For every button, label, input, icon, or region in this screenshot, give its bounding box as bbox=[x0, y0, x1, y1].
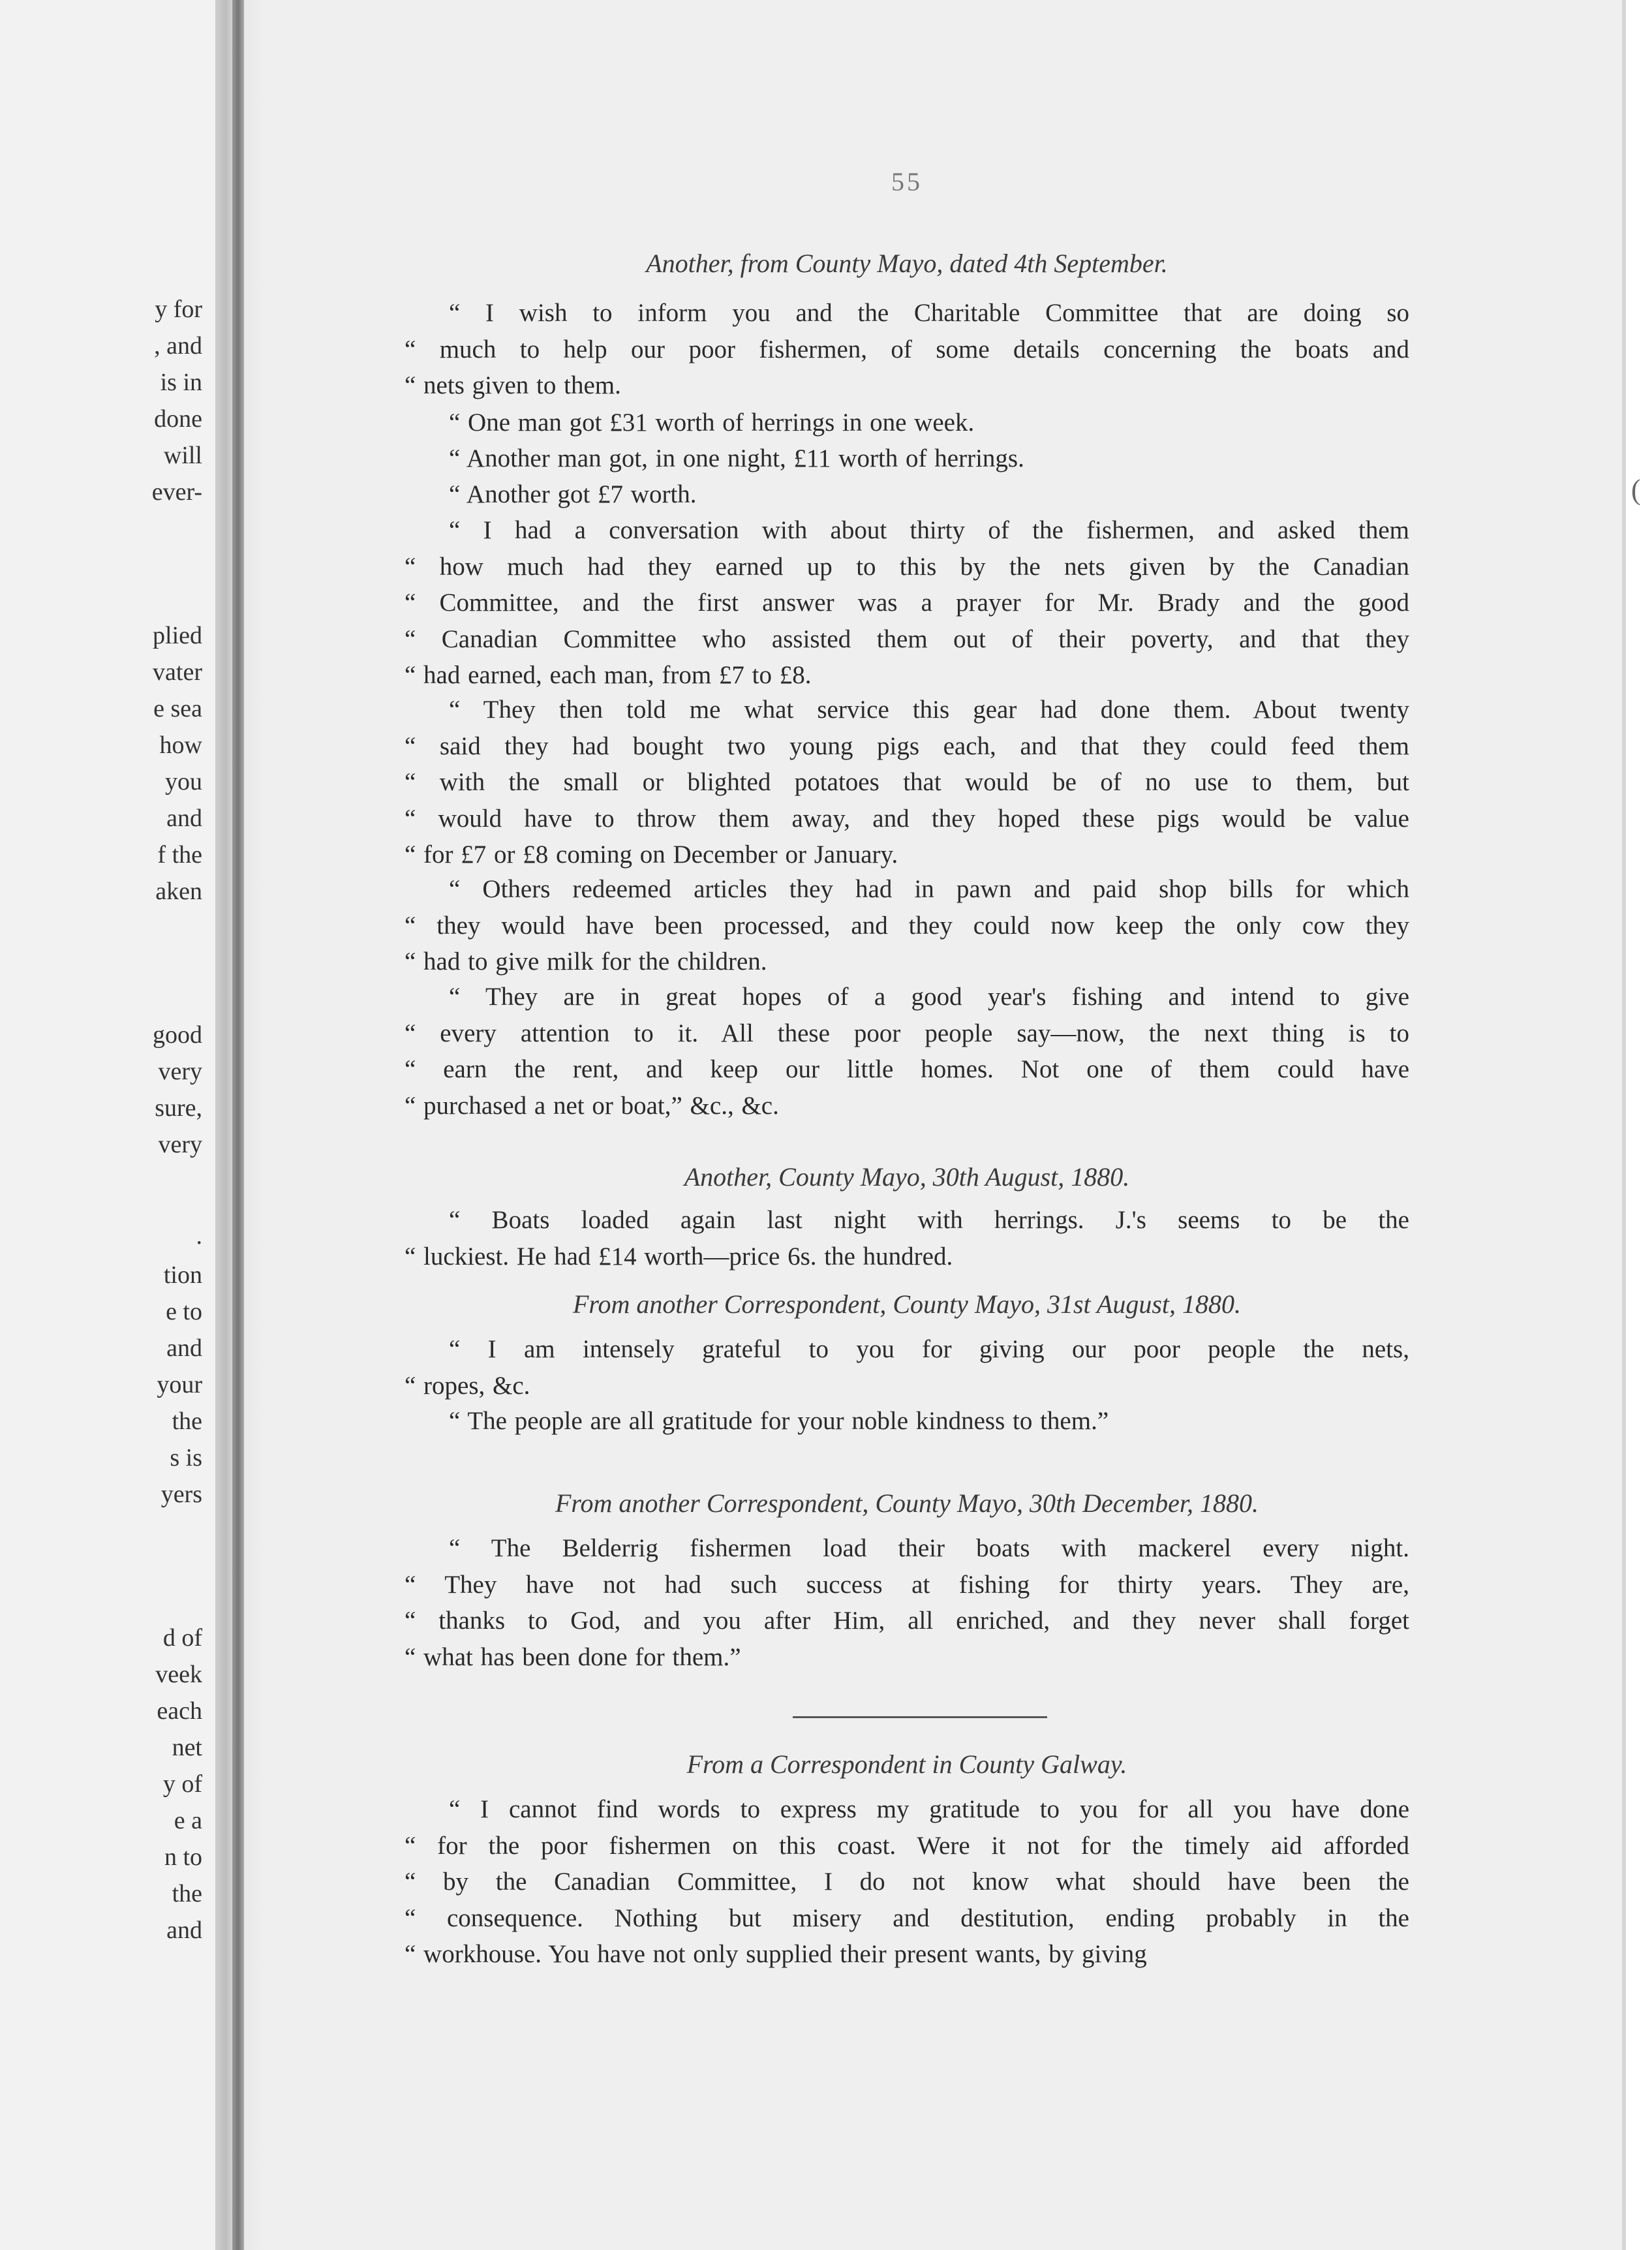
text-line: “ every attention to it. All these poor people say—now, the next thing is to bbox=[405, 1019, 1409, 1047]
quote-paragraph bbox=[405, 1202, 1409, 1274]
text-line: “ I wish to inform you and the Charitable Committee that are doing so bbox=[449, 299, 1409, 327]
section-heading: From another Correspondent, County Mayo, 30th December, 1880. bbox=[555, 1488, 1259, 1518]
text-line: “ Others redeemed articles they had in pawn and paid shop bills for which bbox=[449, 875, 1409, 903]
text-line: “ They are in great hopes of a good year's fishing and intend to give bbox=[449, 983, 1409, 1011]
text-line: “ I had a conversation with about thirty of the fishermen, and asked them bbox=[449, 516, 1409, 544]
text-line: “ purchased a net or boat,” &c., &c. bbox=[405, 1091, 779, 1120]
left-page-fragment: n to bbox=[164, 1843, 202, 1871]
text-line: “ nets given to them. bbox=[405, 371, 621, 399]
text-line: “ had earned, each man, from £7 to £8. bbox=[405, 661, 812, 689]
left-page-fragment: s is bbox=[170, 1444, 202, 1472]
left-page-fragment: and bbox=[166, 1917, 202, 1944]
text-line: “ Another got £7 worth. bbox=[449, 480, 697, 508]
book-gutter bbox=[215, 0, 268, 2250]
text-line: “ consequence. Nothing but misery and destitution, ending probably in the bbox=[405, 1903, 1409, 1932]
left-page-fragment: ever- bbox=[151, 478, 202, 506]
left-page-fragment: sure, bbox=[155, 1094, 202, 1122]
text-line: “ Canadian Committee who assisted them out of their poverty, and that they bbox=[405, 624, 1409, 653]
left-page-fragment: veek bbox=[155, 1661, 202, 1688]
quote-paragraph bbox=[405, 1530, 1409, 1675]
text-line: “ They have not had such success at fishing for thirty years. They are, bbox=[405, 1570, 1409, 1599]
quote-paragraph bbox=[405, 512, 1409, 694]
quote-paragraph bbox=[405, 1791, 1409, 1973]
facing-page-left bbox=[0, 0, 215, 2250]
quote-paragraph bbox=[405, 476, 1409, 513]
left-page-fragment: is in bbox=[160, 369, 202, 396]
text-line: “ they would have been processed, and they could now keep the only cow they bbox=[405, 911, 1409, 940]
text-line: “ with the small or blighted potatoes that would be of no use to them, but bbox=[405, 768, 1409, 796]
left-page-fragment: how bbox=[159, 732, 202, 759]
quote-paragraph bbox=[405, 440, 1409, 477]
text-line: “ said they had bought two young pigs each, and that they could feed them bbox=[405, 732, 1409, 760]
quote-paragraph bbox=[405, 1331, 1409, 1404]
quote-paragraph bbox=[405, 871, 1409, 980]
text-line: “ One man got £31 worth of herrings in one week. bbox=[449, 408, 975, 437]
left-page-fragment: the bbox=[172, 1880, 202, 1907]
right-margin-mark: ( bbox=[1631, 474, 1641, 506]
section-heading: From another Correspondent, County Mayo, 31st August, 1880. bbox=[572, 1289, 1242, 1319]
left-page-fragment: aken bbox=[155, 878, 202, 905]
left-page-fragment: will bbox=[163, 442, 202, 469]
left-page-fragment: each bbox=[157, 1697, 202, 1725]
text-line: “ I am intensely grateful to you for giving our poor people the nets, bbox=[449, 1335, 1409, 1363]
text-line: “ I cannot find words to express my gratitude to you for all you have done bbox=[449, 1795, 1409, 1823]
left-page-fragment: the bbox=[172, 1408, 202, 1435]
text-line: “ by the Canadian Committee, I do not know what should have been the bbox=[405, 1868, 1409, 1896]
left-page-fragment: very bbox=[158, 1058, 202, 1085]
text-line: “ thanks to God, and you after Him, all enriched, and they never shall forget bbox=[405, 1607, 1409, 1635]
left-page-fragment: d of bbox=[162, 1624, 202, 1652]
left-page-fragment: e to bbox=[166, 1298, 202, 1325]
left-page-fragment: very bbox=[158, 1131, 202, 1158]
quote-paragraph bbox=[405, 295, 1409, 404]
left-page-fragment: f the bbox=[157, 841, 202, 869]
text-line: “ Another man got, in one night, £11 worth of herrings. bbox=[449, 444, 1024, 472]
left-page-fragment: . bbox=[196, 1222, 202, 1250]
left-page-fragment: and bbox=[166, 805, 202, 832]
left-page-fragment: net bbox=[172, 1734, 202, 1761]
quote-paragraph bbox=[405, 405, 1409, 441]
left-page-fragment: you bbox=[165, 768, 202, 795]
left-page-fragment: e a bbox=[174, 1807, 202, 1834]
text-line: “ what has been done for them.” bbox=[405, 1642, 741, 1671]
left-page-fragment: yers bbox=[161, 1481, 202, 1508]
right-margin bbox=[1626, 0, 1652, 2250]
page-content bbox=[405, 0, 1409, 2250]
text-line: “ for £7 or £8 coming on December or January. bbox=[405, 840, 898, 869]
left-page-fragment: vater bbox=[153, 658, 202, 686]
gutter-shadow bbox=[232, 0, 244, 2250]
quote-paragraph bbox=[405, 692, 1409, 873]
page-number: 55 bbox=[891, 167, 923, 196]
left-page-fragment: your bbox=[157, 1371, 202, 1398]
text-line: “ The Belderrig fishermen load their boats with mackerel every night. bbox=[449, 1534, 1409, 1562]
left-page-fragment: done bbox=[154, 405, 202, 433]
left-page-fragment: tion bbox=[163, 1261, 202, 1289]
left-page-fragment: , and bbox=[154, 332, 202, 360]
quote-paragraph bbox=[405, 979, 1409, 1124]
left-page-fragment: and bbox=[166, 1334, 202, 1362]
text-line: “ Committee, and the first answer was a prayer for Mr. Brady and the good bbox=[405, 589, 1409, 617]
quote-paragraph bbox=[405, 1403, 1409, 1440]
text-line: “ earn the rent, and keep our little homes. Not one of them could have bbox=[405, 1055, 1409, 1083]
text-line: “ Boats loaded again last night with herrings. J.'s seems to be the bbox=[449, 1206, 1409, 1234]
left-page-fragment: y of bbox=[162, 1770, 202, 1798]
section-heading: Another, from County Mayo, dated 4th September. bbox=[646, 249, 1168, 278]
text-line: “ workhouse. You have not only supplied their present wants, by giving bbox=[405, 1940, 1147, 1968]
left-page-fragment: y for bbox=[155, 296, 202, 323]
text-line: “ They then told me what service this gear had done them. About twenty bbox=[449, 696, 1409, 724]
text-line: “ The people are all gratitude for your noble kindness to them.” bbox=[449, 1407, 1109, 1435]
left-page-fragment: e sea bbox=[153, 695, 202, 722]
section-heading: From a Correspondent in County Galway. bbox=[686, 1749, 1127, 1779]
text-line: “ ropes, &c. bbox=[405, 1371, 530, 1400]
text-line: “ much to help our poor fishermen, of some details concerning the boats and bbox=[405, 335, 1409, 363]
left-page-fragment: plied bbox=[153, 622, 202, 649]
section-heading: Another, County Mayo, 30th August, 1880. bbox=[684, 1162, 1130, 1192]
text-line: “ luckiest. He had £14 worth—price 6s. the hundred. bbox=[405, 1242, 953, 1271]
text-line: “ had to give milk for the children. bbox=[405, 948, 767, 976]
section-divider bbox=[793, 1716, 1047, 1718]
text-line: “ for the poor fishermen on this coast. Were it not for the timely aid afforded bbox=[405, 1831, 1409, 1860]
left-page-fragment: good bbox=[153, 1021, 202, 1049]
text-line: “ how much had they earned up to this by the nets given by the Canadian bbox=[405, 552, 1409, 581]
text-line: “ would have to throw them away, and they hoped these pigs would be value bbox=[405, 804, 1409, 833]
